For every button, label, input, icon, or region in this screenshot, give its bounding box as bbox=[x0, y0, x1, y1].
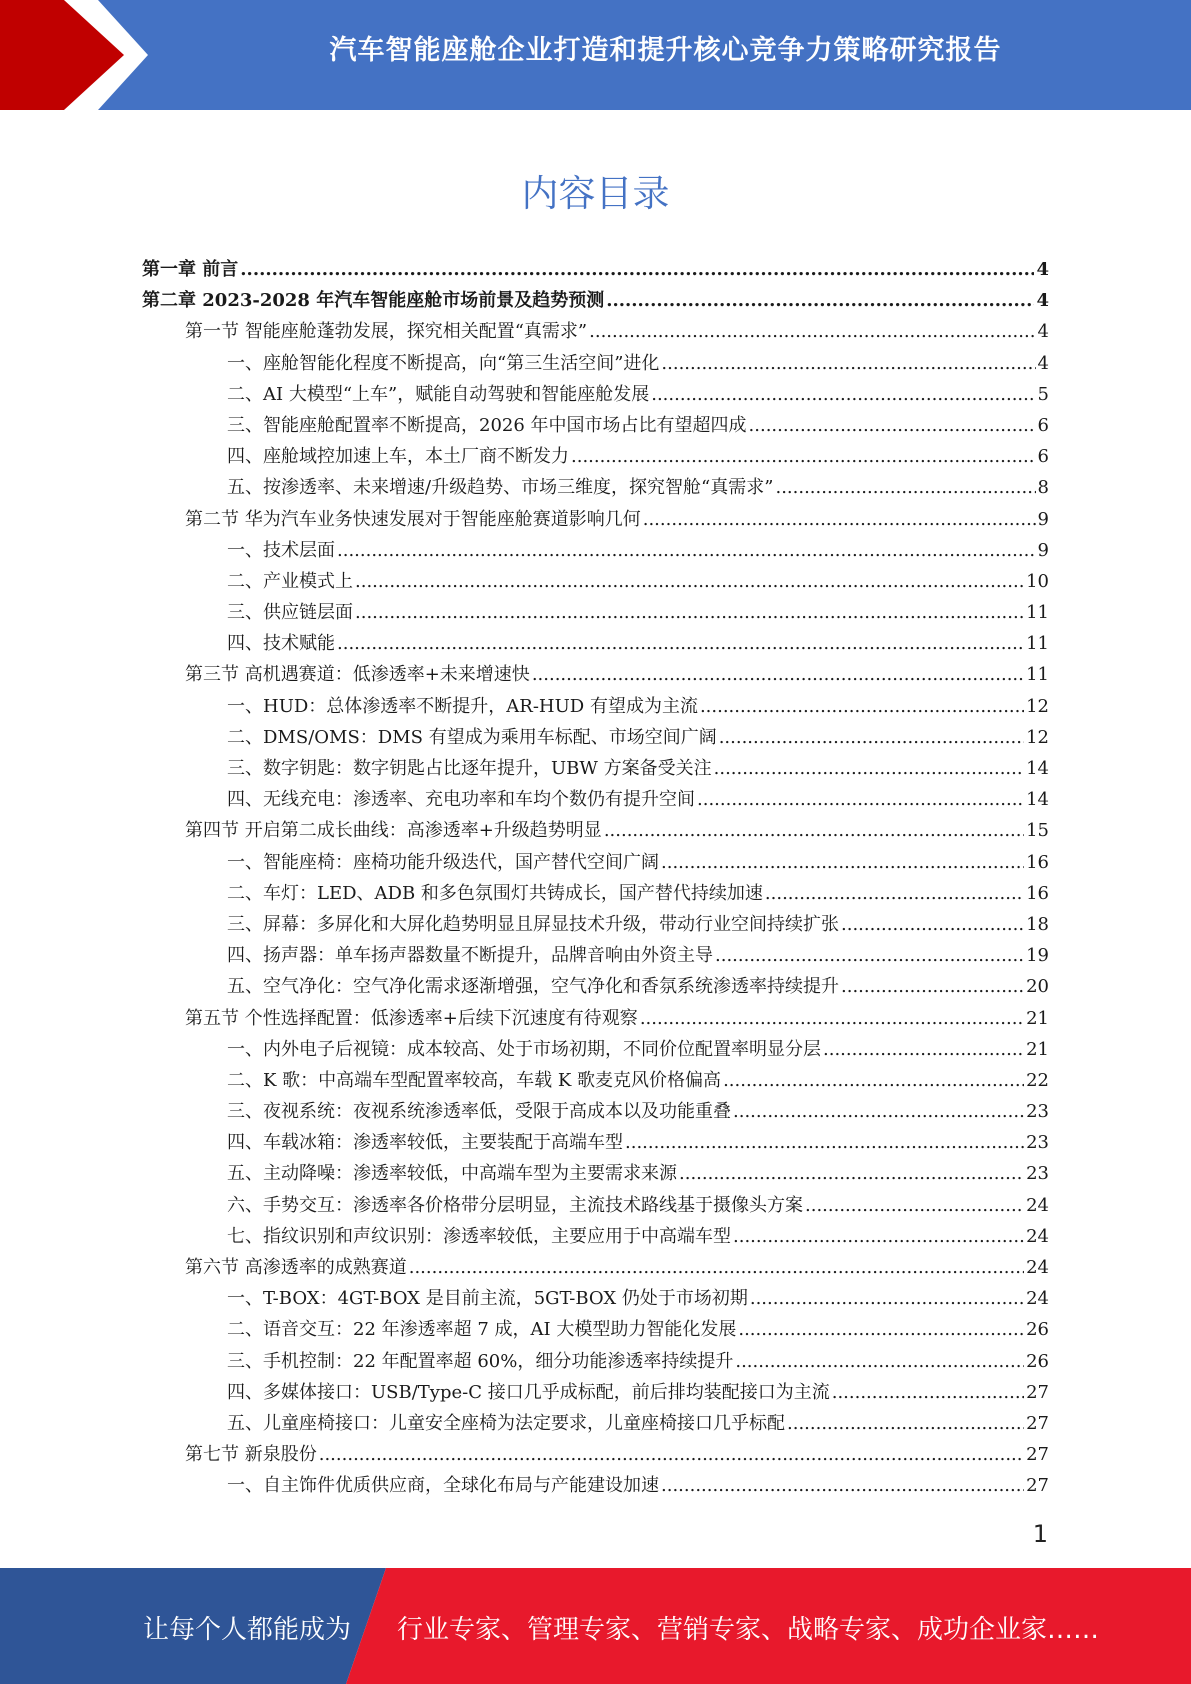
toc-entry-title: 第六节 高渗透率的成熟赛道 bbox=[185, 1257, 407, 1278]
dot-leader bbox=[841, 976, 1024, 997]
toc-entry[interactable] bbox=[142, 1253, 1049, 1284]
toc-entry-title: 二、产业模式上 bbox=[227, 570, 353, 592]
toc-entry-title: 一、HUD：总体渗透率不断提升，AR-HUD 有望成为主流 bbox=[227, 695, 698, 717]
toc-entry-title: 第四节 开启第二成长曲线：高渗透率+升级趋势明显 bbox=[185, 820, 602, 842]
toc-entry[interactable] bbox=[142, 910, 1049, 941]
toc-entry-page: 27 bbox=[1026, 1444, 1049, 1466]
dot-leader bbox=[841, 914, 1024, 935]
toc-entry-page: 27 bbox=[1026, 1381, 1049, 1403]
toc-entry[interactable] bbox=[142, 255, 1049, 286]
toc-entry-page: 9 bbox=[1037, 508, 1049, 530]
toc-entry[interactable] bbox=[142, 879, 1049, 910]
toc-entry-title: 第一节 智能座舱蓬勃发展，探究相关配置“真需求” bbox=[185, 321, 588, 343]
dot-leader bbox=[719, 727, 1024, 748]
toc-entry-page: 11 bbox=[1026, 664, 1049, 686]
dot-leader bbox=[640, 1008, 1024, 1029]
toc-entry-page: 22 bbox=[1026, 1069, 1049, 1091]
dot-leader bbox=[589, 321, 1035, 342]
dot-leader bbox=[571, 446, 1036, 467]
dot-leader bbox=[700, 696, 1024, 717]
dot-leader bbox=[643, 509, 1036, 530]
toc-entry-title: 三、数字钥匙：数字钥匙占比逐年提升，UBW 方案备受关注 bbox=[227, 758, 712, 779]
dot-leader bbox=[714, 758, 1024, 779]
dot-leader bbox=[606, 290, 1034, 311]
toc-entry-page: 24 bbox=[1026, 1257, 1049, 1278]
dot-leader bbox=[604, 820, 1024, 841]
toc-entry-title: 一、内外电子后视镜：成本较高、处于市场初期，不同价位配置率明显分层 bbox=[227, 1038, 821, 1060]
dot-leader bbox=[733, 1101, 1024, 1122]
toc-entry[interactable] bbox=[142, 660, 1049, 691]
toc-entry-page: 4 bbox=[1037, 321, 1049, 343]
toc-entry-title: 六、手势交互：渗透率各价格带分层明显，主流技术路线基于摄像头方案 bbox=[227, 1194, 803, 1216]
dot-leader bbox=[319, 1444, 1024, 1465]
toc-entry[interactable] bbox=[142, 286, 1049, 317]
toc-entry-page: 11 bbox=[1026, 602, 1049, 624]
toc-entry-page: 24 bbox=[1026, 1194, 1049, 1216]
dot-leader bbox=[355, 571, 1024, 592]
page-number: 1 bbox=[1032, 1520, 1048, 1548]
toc-entry[interactable] bbox=[142, 1097, 1049, 1128]
toc-entry-page: 12 bbox=[1026, 695, 1049, 717]
dot-leader bbox=[750, 1288, 1024, 1309]
dot-leader bbox=[337, 633, 1024, 654]
dot-leader bbox=[532, 664, 1024, 685]
toc-entry[interactable] bbox=[142, 754, 1049, 785]
toc-entry-title: 第五节 个性选择配置：低渗透率+后续下沉速度有待观察 bbox=[185, 1007, 638, 1029]
toc-entry-page: 27 bbox=[1026, 1475, 1049, 1497]
page-header bbox=[0, 0, 1191, 110]
toc-entry[interactable] bbox=[142, 1159, 1049, 1190]
dot-leader bbox=[240, 259, 1034, 280]
toc-entry[interactable] bbox=[142, 380, 1049, 411]
toc-entry-page: 24 bbox=[1026, 1225, 1049, 1247]
toc-entry[interactable] bbox=[142, 567, 1049, 598]
toc-entry-page: 18 bbox=[1026, 913, 1049, 935]
report-title: 汽车智能座舱企业打造和提升核心竞争力策略研究报告 bbox=[329, 35, 1002, 66]
dot-leader bbox=[661, 1475, 1024, 1496]
toc-entry[interactable] bbox=[142, 1347, 1049, 1378]
toc-entry-title: 一、自主饰件优质供应商，全球化布局与产能建设加速 bbox=[227, 1475, 659, 1497]
dot-leader bbox=[661, 852, 1024, 873]
toc-entry-title: 一、智能座椅：座椅功能升级迭代，国产替代空间广阔 bbox=[227, 851, 659, 873]
toc-entry[interactable] bbox=[142, 941, 1049, 972]
toc-entry-page: 23 bbox=[1026, 1163, 1049, 1185]
page-footer bbox=[0, 1568, 1191, 1684]
dot-leader bbox=[823, 1039, 1024, 1060]
toc-entry-title: 三、供应链层面 bbox=[227, 602, 353, 624]
dot-leader bbox=[765, 883, 1024, 904]
dot-leader bbox=[355, 602, 1024, 623]
toc-entry-title: 一、座舱智能化程度不断提高，向“第三生活空间”进化 bbox=[227, 352, 660, 374]
toc-entry-page: 4 bbox=[1037, 352, 1049, 374]
toc-entry[interactable] bbox=[142, 411, 1049, 442]
toc-entry-title: 三、智能座舱配置率不断提高，2026 年中国市场占比有望超四成 bbox=[227, 414, 747, 436]
toc-entry-page: 10 bbox=[1026, 570, 1049, 592]
dot-leader bbox=[787, 1413, 1024, 1434]
chevron-logo-icon bbox=[0, 0, 160, 110]
dot-leader bbox=[832, 1382, 1024, 1403]
toc-entry[interactable] bbox=[142, 1409, 1049, 1440]
toc-entry[interactable] bbox=[142, 317, 1049, 348]
toc-entry-title: 第七节 新泉股份 bbox=[185, 1444, 317, 1466]
dot-leader bbox=[409, 1257, 1024, 1278]
toc-entry-title: 四、车载冰箱：渗透率较低，主要装配于高端车型 bbox=[227, 1132, 623, 1154]
toc-entry-title: 一、技术层面 bbox=[227, 539, 335, 561]
toc-entry-title: 第二章 2023-2028 年汽车智能座舱市场前景及趋势预测 bbox=[142, 290, 605, 312]
toc-entry-page: 15 bbox=[1026, 820, 1049, 842]
toc-entry-title: 二、车灯：LED、ADB 和多色氛围灯共铸成长，国产替代持续加速 bbox=[227, 882, 763, 904]
toc-entry-title: 第二节 华为汽车业务快速发展对于智能座舱赛道影响几何 bbox=[185, 508, 641, 530]
dot-leader bbox=[715, 945, 1024, 966]
toc-entry[interactable] bbox=[142, 1191, 1049, 1222]
toc-entry-title: 四、无线充电：渗透率、充电功率和车均个数仍有提升空间 bbox=[227, 789, 695, 811]
toc-entry-title: 五、主动降噪：渗透率较低，中高端车型为主要需求来源 bbox=[227, 1163, 677, 1185]
toc-entry[interactable] bbox=[142, 1315, 1049, 1346]
dot-leader bbox=[723, 1070, 1024, 1091]
toc-entry-page: 4 bbox=[1036, 259, 1049, 280]
toc-entry-page: 12 bbox=[1026, 726, 1049, 748]
dot-leader bbox=[805, 1195, 1024, 1216]
toc-entry[interactable] bbox=[142, 1004, 1049, 1035]
toc-entry[interactable] bbox=[142, 598, 1049, 629]
toc-entry-page: 6 bbox=[1037, 414, 1049, 436]
toc-entry-page: 14 bbox=[1026, 758, 1049, 779]
toc-entry-title: 三、夜视系统：夜视系统渗透率低，受限于高成本以及功能重叠 bbox=[227, 1101, 731, 1123]
toc-entry-page: 16 bbox=[1026, 851, 1049, 873]
toc-entry[interactable] bbox=[142, 1378, 1049, 1409]
toc-entry-title: 五、空气净化：空气净化需求逐渐增强，空气净化和香氛系统渗透率持续提升 bbox=[227, 976, 839, 998]
toc-entry[interactable] bbox=[142, 442, 1049, 473]
toc-entry-page: 4 bbox=[1036, 290, 1049, 312]
toc-entry[interactable] bbox=[142, 1066, 1049, 1097]
toc-entry-title: 二、DMS/OMS：DMS 有望成为乘用车标配、市场空间广阔 bbox=[227, 726, 717, 748]
toc-entry-page: 20 bbox=[1026, 976, 1049, 998]
toc-entry[interactable] bbox=[142, 536, 1049, 567]
toc-entry-title: 二、K 歌：中高端车型配置率较高，车载 K 歌麦克风价格偏高 bbox=[227, 1069, 722, 1091]
toc-entry[interactable] bbox=[142, 816, 1049, 847]
dot-leader bbox=[651, 384, 1035, 405]
toc-entry-page: 23 bbox=[1026, 1101, 1049, 1123]
toc-entry[interactable] bbox=[142, 723, 1049, 754]
dot-leader bbox=[697, 789, 1024, 810]
toc-entry[interactable] bbox=[142, 473, 1049, 504]
toc-entry[interactable] bbox=[142, 848, 1049, 879]
toc-entry-page: 26 bbox=[1026, 1350, 1049, 1372]
toc-entry-page: 11 bbox=[1026, 633, 1049, 655]
toc-entry-page: 5 bbox=[1037, 383, 1049, 405]
toc-entry-title: 四、技术赋能 bbox=[227, 633, 335, 655]
toc-entry[interactable] bbox=[142, 1284, 1049, 1315]
dot-leader bbox=[679, 1163, 1024, 1184]
toc-entry-title: 四、扬声器：单车扬声器数量不断提升，品牌音响由外资主导 bbox=[227, 945, 713, 967]
footer-slogan-left: 让每个人都能成为 bbox=[143, 1615, 352, 1645]
toc-entry[interactable] bbox=[142, 692, 1049, 723]
toc-entry-title: 七、指纹识别和声纹识别：渗透率较低，主要应用于中高端车型 bbox=[227, 1225, 731, 1247]
toc-entry-title: 五、按渗透率、未来增速/升级趋势、市场三维度，探究智舱“真需求” bbox=[227, 477, 774, 499]
dot-leader bbox=[733, 1226, 1024, 1247]
toc-heading: 内容目录 bbox=[521, 172, 670, 215]
dot-leader bbox=[337, 540, 1036, 561]
dot-leader bbox=[775, 477, 1035, 498]
toc-entry-page: 8 bbox=[1037, 477, 1049, 499]
footer-slogan-right: 行业专家、管理专家、营销专家、战略专家、成功企业家…… bbox=[397, 1615, 1100, 1645]
toc-entry-page: 16 bbox=[1026, 882, 1049, 904]
toc-entry[interactable] bbox=[142, 629, 1049, 660]
toc-entry[interactable] bbox=[142, 505, 1049, 536]
toc-entry-title: 四、座舱域控加速上车，本土厂商不断发力 bbox=[227, 446, 569, 468]
toc-entry[interactable] bbox=[142, 785, 1049, 816]
toc-entry[interactable] bbox=[142, 972, 1049, 1003]
toc-entry-title: 四、多媒体接口：USB/Type-C 接口几乎成标配，前后排均装配接口为主流 bbox=[227, 1381, 830, 1403]
toc-entry[interactable] bbox=[142, 1128, 1049, 1159]
toc-entry-page: 26 bbox=[1026, 1319, 1049, 1341]
toc-entry-page: 21 bbox=[1026, 1038, 1049, 1060]
toc-entry-page: 6 bbox=[1037, 446, 1049, 468]
toc-entry-title: 一、T-BOX：4GT-BOX 是目前主流，5GT-BOX 仍处于市场初期 bbox=[227, 1288, 748, 1310]
toc-entry-title: 二、AI 大模型“上车”，赋能自动驾驶和智能座舱发展 bbox=[227, 383, 650, 405]
dot-leader bbox=[735, 1351, 1024, 1372]
toc-entry-title: 三、手机控制：22 年配置率超 60%，细分功能渗透率持续提升 bbox=[227, 1350, 734, 1372]
dot-leader bbox=[625, 1132, 1024, 1153]
dot-leader bbox=[749, 415, 1036, 436]
toc-entry-title: 五、儿童座椅接口：儿童安全座椅为法定要求，儿童座椅接口几乎标配 bbox=[227, 1412, 785, 1434]
toc-entry-page: 23 bbox=[1026, 1132, 1049, 1154]
toc-entry-page: 19 bbox=[1026, 945, 1049, 967]
toc-entry[interactable] bbox=[142, 1035, 1049, 1066]
toc-entry-title: 第三节 高机遇赛道：低渗透率+未来增速快 bbox=[185, 664, 530, 686]
toc-entry-page: 9 bbox=[1037, 539, 1049, 561]
toc-entry-title: 第一章 前言 bbox=[142, 259, 239, 280]
toc-entry-title: 二、语音交互：22 年渗透率超 7 成，AI 大模型助力智能化发展 bbox=[227, 1319, 737, 1341]
toc-entry[interactable] bbox=[142, 349, 1049, 380]
toc-entry[interactable] bbox=[142, 1440, 1049, 1471]
toc-entry-page: 14 bbox=[1026, 789, 1049, 811]
dot-leader bbox=[661, 353, 1035, 374]
toc-entry[interactable] bbox=[142, 1471, 1049, 1502]
table-of-contents bbox=[142, 255, 1049, 1503]
toc-entry-title: 三、屏幕：多屏化和大屏化趋势明显且屏显技术升级，带动行业空间持续扩张 bbox=[227, 913, 839, 935]
toc-entry-page: 24 bbox=[1026, 1288, 1049, 1310]
toc-entry-page: 21 bbox=[1026, 1007, 1049, 1029]
toc-entry[interactable] bbox=[142, 1222, 1049, 1253]
dot-leader bbox=[738, 1319, 1024, 1340]
toc-entry-page: 27 bbox=[1026, 1412, 1049, 1434]
